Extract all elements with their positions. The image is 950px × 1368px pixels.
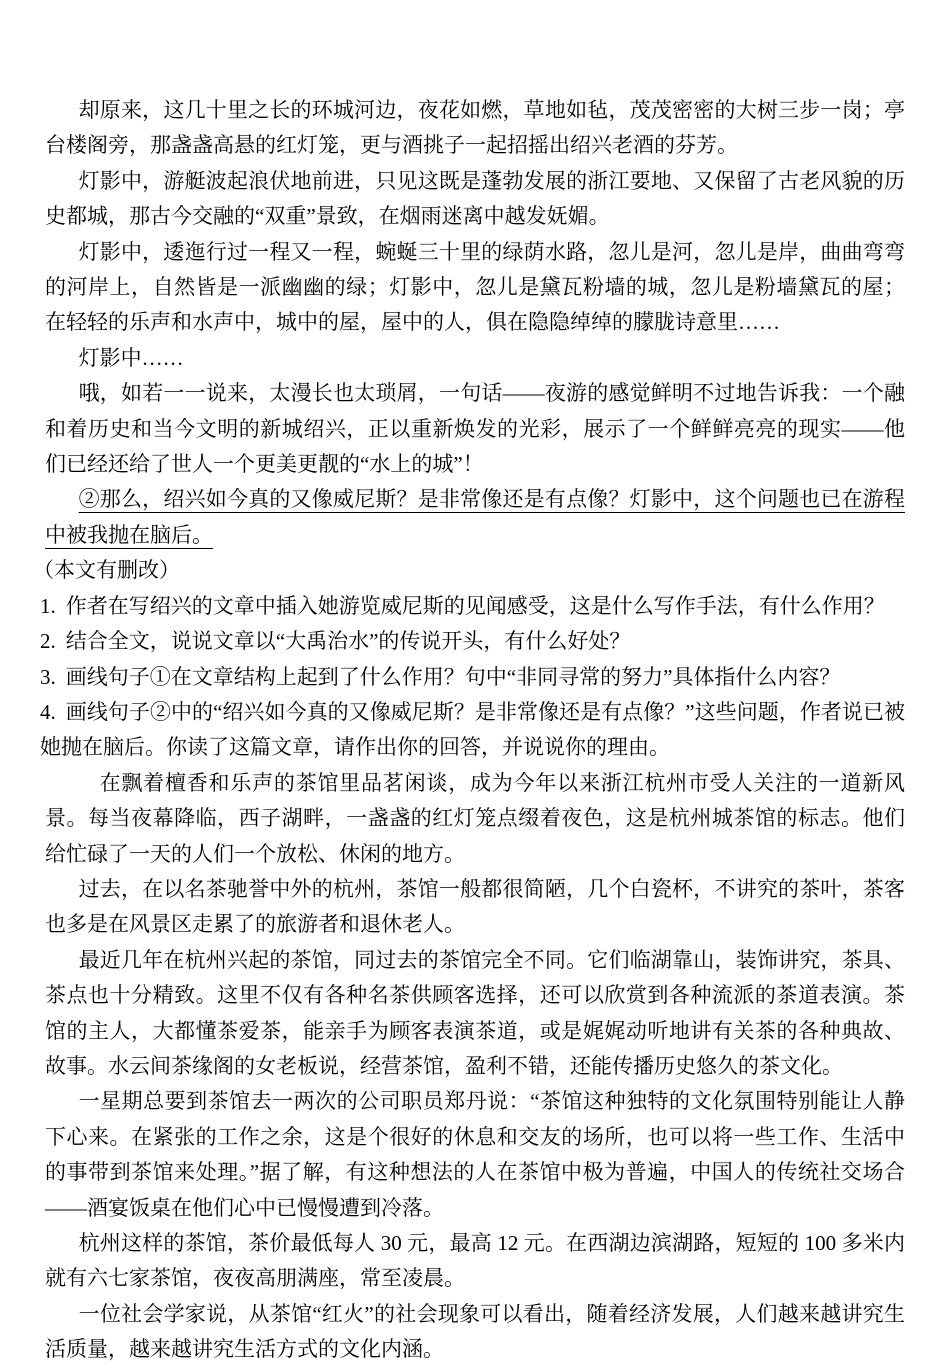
essay-paragraph: 最近几年在杭州兴起的茶馆，同过去的茶馆完全不同。它们临湖靠山，装饰讲究，茶具、茶点也十分精致。这里不仅有各种名茶供顾客选择，还可以欣赏到各种流派的茶道表演。茶馆的主人，大都懂茶爱茶，能亲手为顾客表演茶道，或是娓娓动听地讲有关茶的各种典故、故事。水云间茶缘阁的女老板说，经营茶馆，盈利不错，还能传播历史悠久的茶文化。: [45, 947, 905, 1078]
essay-paragraph: 在飘着檀香和乐声的茶馆里品茗闲谈，成为今年以来浙江杭州市受人关注的一道新风景。每当夜幕降临，西子湖畔，一盏盏的红灯笼点缀着夜色，这是杭州城茶馆的标志。他们给忙碌了一天的人们一个放松、休闲的地方。: [45, 770, 905, 866]
essay-paragraph: 过去，在以名茶驰誉中外的杭州，茶馆一般都很简陋，几个白瓷杯，不讲究的茶叶，茶客也多是在风景区走累了的旅游者和退休老人。: [45, 876, 905, 937]
essay-paragraph: 灯影中，游艇波起浪伏地前进，只见这既是蓬勃发展的浙江要地、又保留了古老风貌的历史都城，那古今交融的“双重”景致，在烟雨迷离中越发妩媚。: [45, 168, 905, 229]
question-number: 2.: [40, 629, 56, 654]
question-text: 作者在写绍兴的文章中插入她游览威尼斯的见闻感受，这是什么写作手法，有什么作用？: [65, 593, 885, 618]
question-item-3: [40, 660, 905, 695]
essay-paragraph: 一星期总要到茶馆去一两次的公司职员郑丹说：“茶馆这种独特的文化氛围特别能让人静下心来。在紧张的工作之余，这是个很好的休息和交友的场所，也可以将一些工作、生活中的事带到茶馆来处理。”据了解，有这种想法的人在茶馆中极为普遍，中国人的传统社交场合——酒宴饭桌在他们心中已慢慢遭到冷落。: [45, 1089, 905, 1220]
essay-paragraph: 一位社会学家说，从茶馆“红火”的社会现象可以看出，随着经济发展，人们越来越讲究生活质量，越来越讲究生活方式的文化内涵。: [45, 1301, 905, 1362]
question-text: 画线句子②中的“绍兴如今真的又像威尼斯？是非常像还是有点像？”这些问题，作者说已被她抛在脑后。你读了这篇文章，请作出你的回答，并说说你的理由。: [40, 699, 905, 760]
question-item-2: [40, 624, 905, 659]
source-note: （本文有删改）: [33, 558, 180, 583]
essay-paragraph: 杭州这样的茶馆，茶价最低每人 30 元，最高 12 元。在西湖边滨湖路，短短的 100 多米内就有六七家茶馆，夜夜高朋满座，常至凌晨。: [45, 1231, 905, 1291]
question-list: [40, 589, 905, 766]
essay-paragraph: 哦，如若一一说来，太漫长也太琐屑，一句话——夜游的感觉鲜明不过地告诉我：一个融和着历史和当今文明的新城绍兴，正以重新焕发的光彩，展示了一个鲜鲜亮亮的现实——他们已经还给了世人一个更美更靓的“水上的城”！: [45, 381, 905, 477]
passage-hangzhou-teahouse: [45, 766, 905, 1368]
passage-shaoxing-night-cruise: [33, 93, 905, 589]
question-number: 4.: [40, 699, 56, 724]
essay-paragraph: 灯影中……: [78, 345, 184, 370]
question-item-1: [40, 589, 905, 624]
essay-paragraph: 灯影中，逶迤行过一程又一程，蜿蜒三十里的绿荫水路，忽儿是河，忽儿是岸，曲曲弯弯的河岸上，自然皆是一派幽幽的绿；灯影中，忽儿是黛瓦粉墙的城，忽儿是粉墙黛瓦的屋；在轻轻的乐声和水声中，城中的屋，屋中的人，俱在隐隐绰绰的朦胧诗意里……: [45, 239, 905, 335]
question-number: 3.: [40, 664, 56, 689]
question-number: 1.: [40, 593, 56, 618]
essay-paragraph: 却原来，这几十里之长的环城河边，夜花如燃，草地如毡，茂茂密密的大树三步一岗；亭台楼阁旁，那盏盏高悬的红灯笼，更与酒挑子一起招摇出绍兴老酒的芬芳。: [45, 98, 905, 158]
question-item-4: [40, 695, 905, 766]
question-text: 结合全文，说说文章以“大禹治水”的传说开头，有什么好处？: [65, 629, 631, 654]
underlined-text: ②那么，绍兴如今真的又像威尼斯？是非常像还是有点像？灯影中，这个问题也已在游程中被我抛在脑后。: [45, 487, 905, 547]
underlined-sentence-2: [45, 482, 905, 553]
question-text: 画线句子①在文章结构上起到了什么作用？句中“非同寻常的努力”具体指什么内容？: [65, 664, 841, 689]
